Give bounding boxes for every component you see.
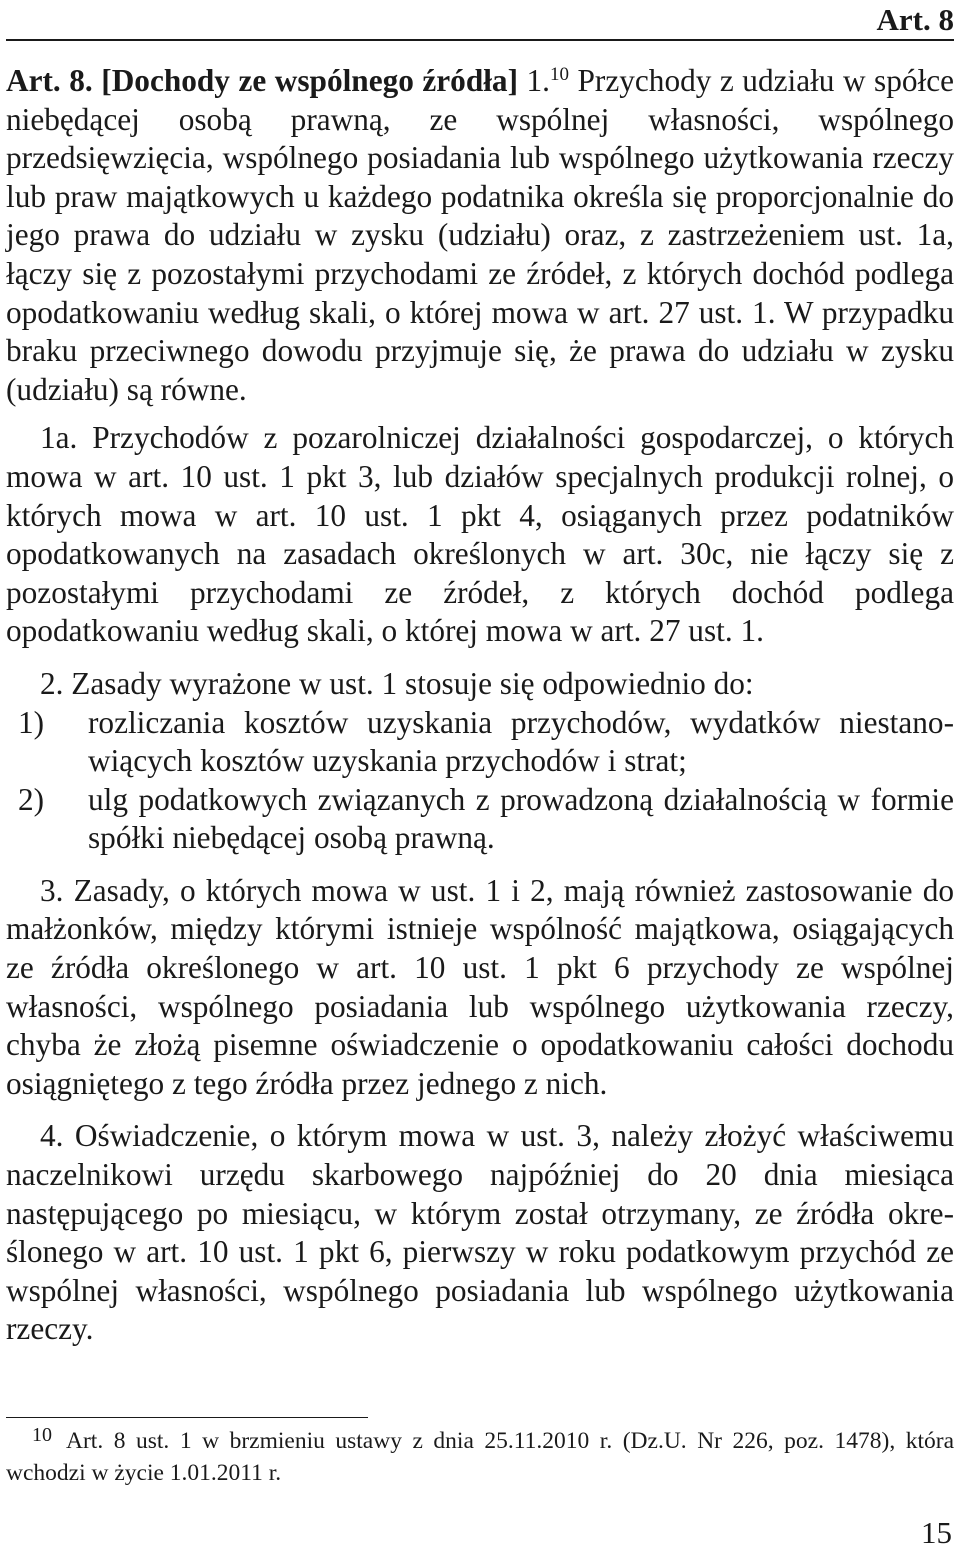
paragraph-1 xyxy=(6,62,954,409)
paragraph-4: 4. Oświadczenie, o którym mowa w ust. 3, należy złożyć właściwemu naczelnikowi urzędu skarbowego najpóźniej do 20 dnia miesiąca następującego po miesiącu, w którym został otrzymany, ze źródła określonego w art. 10 ust. 1 pkt 6, pierwszy w roku podatkowym przychód ze wspólnej własności, wspólnego posiadania lub wspólnego użytkowania rzeczy. xyxy=(6,1118,954,1347)
paragraph-2: 2. Zasady wyrażone w ust. 1 stosuje się odpowiednio do: xyxy=(40,665,754,701)
footnote-rule xyxy=(6,1417,368,1418)
list-item-number: 2) xyxy=(18,781,45,817)
header-rule xyxy=(6,39,954,41)
paragraph-1-number: 1. xyxy=(526,63,551,98)
article-title: [Dochody ze wspólnego źródła] xyxy=(101,63,518,98)
list-item-1 xyxy=(6,704,954,781)
footnote-mark: 10 xyxy=(32,1424,52,1446)
list-item-number: 1) xyxy=(18,704,45,740)
running-header-article: Art. 8 xyxy=(876,2,954,37)
paragraph-1a: 1a. Przychodów z pozarolniczej działalności gospodarczej, o których mowa w art. 10 ust. 1 pkt 3, lub działów specjalnych produkcji rolnej, o których mowa w art. 10 ust. 1 pkt 4, osiąganych przez podatników opodatkowanych na zasadach określonych w art. 30c, nie łączy się z pozostałymi przychodami ze źródeł, z których dochód podlega opodatkowaniu według skali, o której mowa w art. 27 ust. 1. xyxy=(6,420,954,649)
list-item-text: rozliczania kosztów uzyskania przychodów, wydatków niestanowiących kosztów uzyskania przychodów i strat; xyxy=(88,704,954,779)
footnote-text: Art. 8 ust. 1 w brzmieniu ustawy z dnia 25.11.2010 r. (Dz.U. Nr 226, poz. 1478), która wchodzi w życie 1.01.2011 r. xyxy=(6,1428,954,1486)
footnote xyxy=(6,1425,954,1489)
list-item-2 xyxy=(6,781,954,858)
paragraph-3: 3. Zasady, o których mowa w ust. 1 i 2, mają również zastosowanie do małżonków, między którymi istnieje wspólność majątkowa, osiągających ze źródła określonego w art. 10 ust. 1 pkt 6 przychody ze wspólnej własności, wspólnego posiadania lub wspólnego użytkowania rzeczy, chyba że złożą pisemne oświadczenie o opodatkowaniu całości dochodu osiągniętego z tego źródła przez jednego z nich. xyxy=(6,872,954,1101)
paragraph-1-text: Przychody z udziału w spółce niebędącej osobą prawną, ze wspólnej własności, wspólnego przedsięwzięcia, wspólnego posiadania lub wspólnego użytkowania rzeczy lub praw majątkowych u każdego podatnika określa się proporcjonalnie do jego prawa do udziału w zysku (udziału) oraz, z zastrzeżeniem ust. 1a, łączy się z pozostałymi przychodami ze źródeł, z których dochód podlega opodatkowaniu według skali, o której mowa w art. 27 ust. 1. W przypadku braku przeciwnego dowodu przyjmuje się, że prawa do udziału w zysku (udziału) są równe. xyxy=(6,63,955,407)
page-number: 15 xyxy=(921,1515,952,1550)
article-body xyxy=(6,62,954,1349)
article-number: Art. 8. xyxy=(6,63,93,98)
footnote-reference: 10 xyxy=(550,64,570,85)
list-item-text: ulg podatkowych związanych z prowadzoną działalnością w formie spółki niebędącej osobą prawną. xyxy=(88,781,954,856)
